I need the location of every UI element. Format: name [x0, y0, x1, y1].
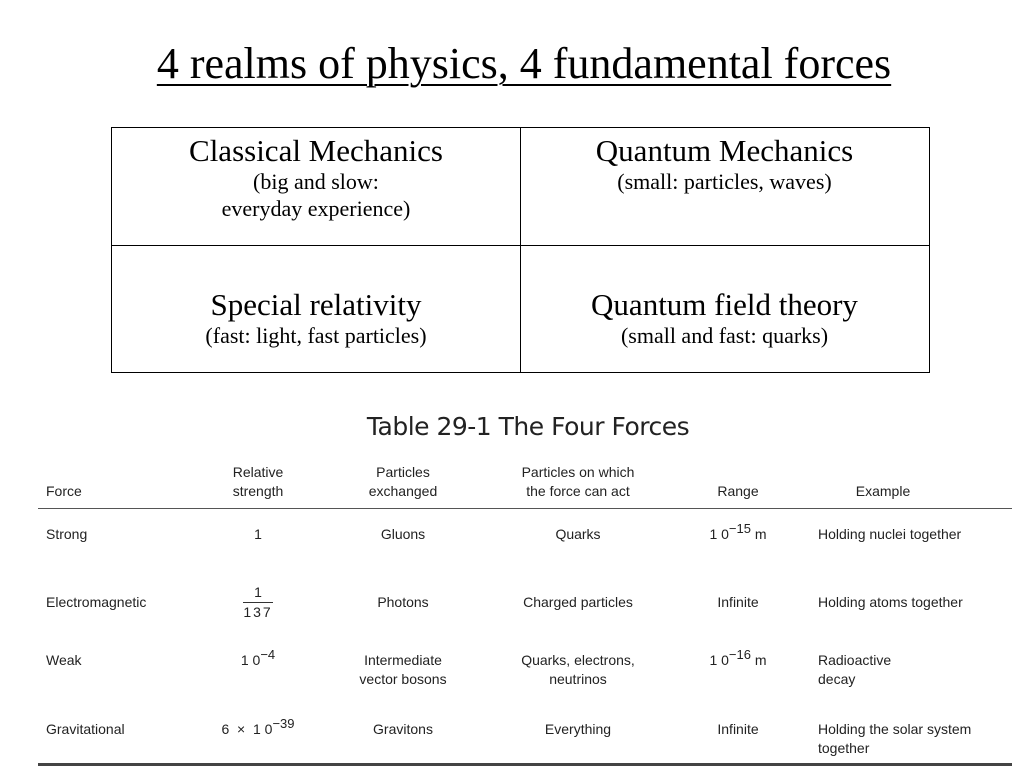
- cell-strength: 1: [254, 526, 262, 542]
- strength-exponent: −4: [260, 647, 276, 662]
- header-particles-acted-on: [498, 463, 658, 501]
- range-exponent: −15: [728, 521, 751, 536]
- cell-strength: [188, 716, 328, 739]
- header-force: Force: [46, 483, 82, 499]
- table-rule-bottom: [38, 763, 1012, 766]
- cell-strength: [208, 647, 308, 670]
- strength-base: 1 0: [240, 652, 261, 668]
- table-rule: [38, 508, 1012, 509]
- header-relative-strength: [208, 463, 308, 501]
- realms-table: [111, 127, 930, 373]
- acts-on-line: neutrinos: [549, 671, 607, 687]
- cell-force: Gravitational: [46, 721, 125, 737]
- realm-description: (small: particles, waves): [617, 169, 832, 194]
- cell-example: [818, 651, 891, 689]
- cell-range: [698, 521, 778, 544]
- realm-heading: Special relativity: [210, 287, 422, 322]
- strength-exponent: −39: [272, 716, 295, 731]
- fraction-denominator: 137: [243, 604, 273, 620]
- header-text: the force can act: [526, 483, 630, 499]
- strength-base: 6 × 1 0: [221, 721, 273, 737]
- realm-quantum-mechanics: [520, 134, 929, 195]
- realm-description: (fast: light, fast particles): [205, 323, 427, 348]
- cell-particles: Gravitons: [373, 721, 433, 737]
- header-particles-exchanged: [348, 463, 458, 501]
- cell-range: Infinite: [717, 594, 759, 610]
- realm-special-relativity: [112, 288, 520, 349]
- cell-particles: Gluons: [380, 526, 426, 542]
- cell-acts-on: Quarks: [555, 526, 601, 542]
- range-unit: m: [750, 526, 767, 542]
- realm-description: everyday experience): [221, 196, 411, 221]
- acts-on-line: Quarks, electrons,: [521, 652, 635, 668]
- range-base: 1 0: [709, 652, 729, 668]
- fraction-numerator: 1: [243, 583, 272, 603]
- particles-line: vector bosons: [359, 671, 447, 687]
- realm-heading: Quantum Mechanics: [595, 133, 854, 168]
- realms-divider-horizontal: [112, 245, 929, 246]
- header-text: Relative: [232, 464, 284, 480]
- example-line: together: [818, 740, 870, 756]
- forces-table-caption: Table 29-1 The Four Forces: [366, 412, 690, 441]
- strength-fraction: [243, 583, 272, 622]
- example-line: Holding the solar system: [818, 721, 972, 737]
- realm-description: (big and slow:: [253, 169, 379, 194]
- range-base: 1 0: [709, 526, 729, 542]
- cell-acts-on: [498, 651, 658, 689]
- range-unit: m: [750, 652, 767, 668]
- forces-table: [38, 455, 1012, 768]
- realm-classical-mechanics: [112, 134, 520, 222]
- header-text: Particles on which: [521, 464, 635, 480]
- realm-quantum-field-theory: [520, 288, 929, 349]
- realm-description: (small and fast: quarks): [620, 323, 829, 348]
- example-line: Radioactive: [818, 652, 892, 668]
- header-range: Range: [717, 483, 759, 499]
- page-title: 4 realms of physics, 4 fundamental forces: [156, 39, 892, 88]
- realm-heading: Classical Mechanics: [189, 133, 443, 168]
- cell-range: Infinite: [717, 721, 759, 737]
- header-text: exchanged: [368, 483, 438, 499]
- cell-example: Holding nuclei together: [818, 526, 962, 542]
- cell-strength: [208, 583, 308, 622]
- header-text: Particles: [376, 464, 430, 480]
- cell-range: [698, 647, 778, 670]
- header-example: Example: [855, 483, 911, 499]
- particles-line: Intermediate: [364, 652, 442, 668]
- cell-particles: Photons: [377, 594, 429, 610]
- cell-particles: [348, 651, 458, 689]
- cell-example: [818, 720, 971, 758]
- cell-example: Holding atoms together: [818, 594, 963, 610]
- header-text: strength: [232, 483, 284, 499]
- realm-heading: Quantum field theory: [591, 287, 858, 322]
- cell-force: Weak: [46, 652, 82, 668]
- cell-force: Electromagnetic: [46, 594, 147, 610]
- cell-force: Strong: [46, 526, 88, 542]
- cell-acts-on: Charged particles: [523, 594, 633, 610]
- example-line: decay: [818, 671, 856, 687]
- range-exponent: −16: [728, 647, 751, 662]
- cell-acts-on: Everything: [544, 721, 612, 737]
